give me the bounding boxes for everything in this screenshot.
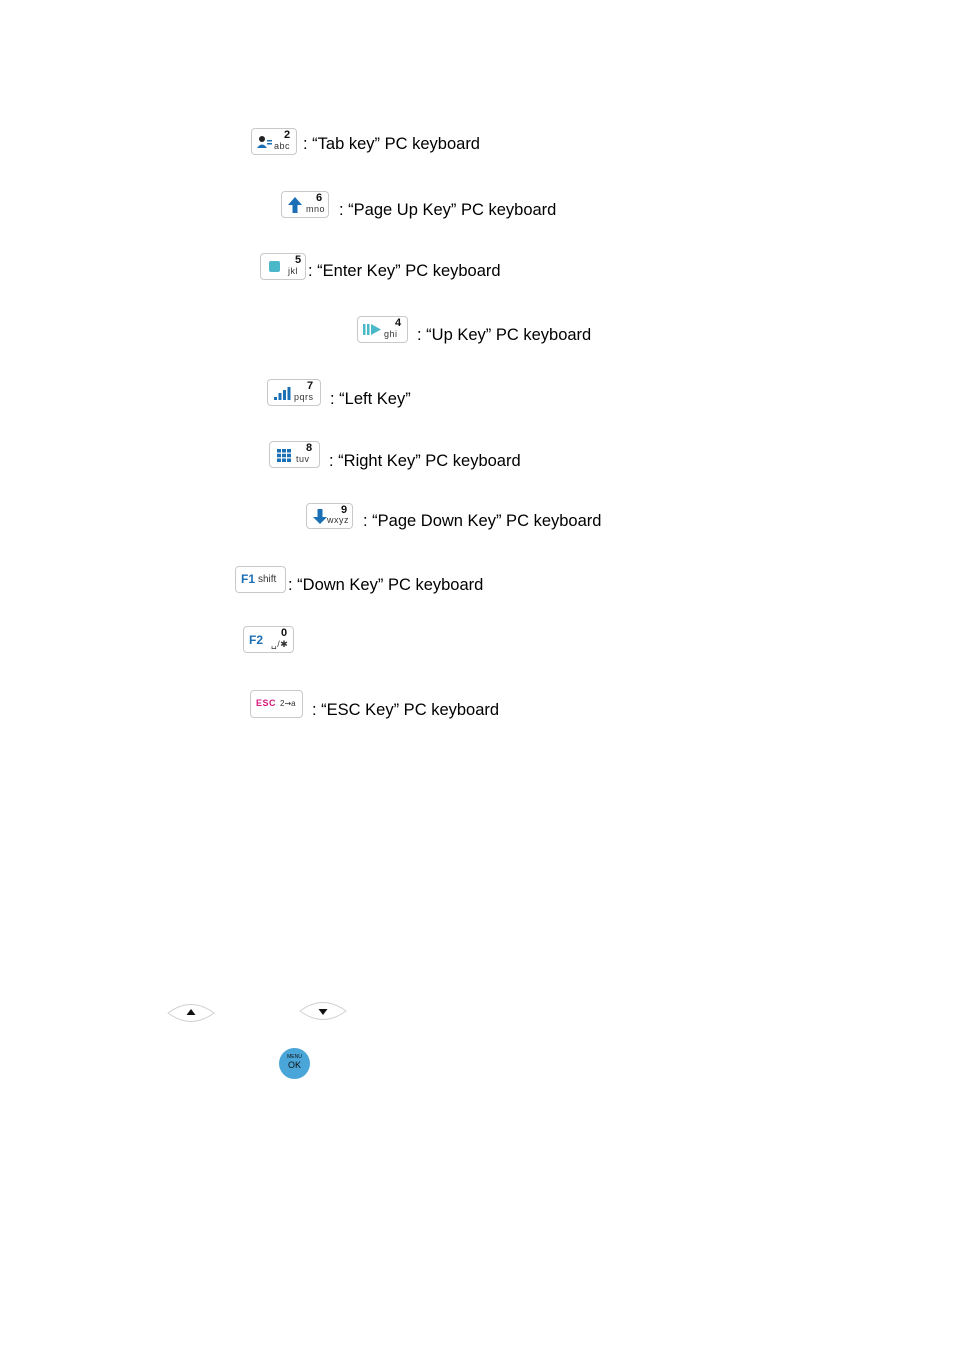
right-key-letters: tuv [296,453,310,464]
enter-key-row [260,251,501,281]
f1-key-row [235,563,483,595]
left-key-number: 7 [307,379,314,392]
page-down-key-letters: wxyz [327,514,349,525]
person-list-icon [257,135,272,149]
square-icon [269,261,280,272]
enter-key-letters: jkl [288,265,298,276]
grid-icon [277,449,291,462]
f1-key-label: F1 [241,571,256,586]
tab-key[interactable] [251,128,297,155]
tab-key-letters: abc [274,141,291,151]
nav-up-key[interactable] [167,1000,215,1024]
play-icon [363,324,381,335]
page-down-key-number: 9 [341,503,348,516]
nav-down-key[interactable] [299,1000,347,1024]
page-up-key[interactable] [281,191,329,218]
enter-key-number: 5 [295,253,302,266]
f2-key-row [243,626,294,653]
f2-key[interactable] [243,626,294,653]
esc-key-label: ESC [256,698,277,708]
page-down-key[interactable] [306,503,353,529]
enter-key-description: : “Enter Key” PC keyboard [308,262,501,280]
right-key-number: 8 [306,441,313,454]
page-down-key-description: : “Page Down Key” PC keyboard [363,512,602,530]
tab-key-number: 2 [284,129,291,141]
ok-label: OK [287,1060,301,1070]
left-key-description: : “Left Key” [330,390,411,408]
page-up-key-letters: mno [306,203,326,214]
up-key-row [357,313,591,345]
left-key[interactable] [267,379,321,406]
esc-key-description: : “ESC Key” PC keyboard [312,701,500,719]
esc-key[interactable] [250,690,303,718]
menu-ok-button[interactable] [279,1048,310,1079]
up-key-letters: ghi [384,328,398,339]
f1-key[interactable] [235,566,286,593]
arrow-down-icon [313,509,327,524]
f2-key-number: 0 [281,627,288,639]
f2-key-label: F2 [249,633,264,647]
menu-label: MENU [287,1054,302,1060]
esc-key-letters: 2⇝a [280,699,296,708]
left-key-row [267,375,411,409]
enter-key[interactable] [260,253,306,280]
tab-key-description: : “Tab key” PC keyboard [303,134,480,153]
arrow-up-icon [288,197,302,213]
page-up-key-description: : “Page Up Key” PC keyboard [339,201,557,219]
page-up-key-row [281,188,556,220]
f1-key-description: : “Down Key” PC keyboard [288,576,484,594]
left-key-letters: pqrs [294,391,314,402]
page-down-key-row [306,500,601,531]
f1-key-shift-label: shift [258,573,277,585]
up-key-description: : “Up Key” PC keyboard [417,326,592,344]
up-key[interactable] [357,316,408,343]
right-key-row [269,437,521,471]
right-key-description: : “Right Key” PC keyboard [329,452,521,470]
right-key[interactable] [269,441,320,468]
esc-key-row [250,688,499,720]
page-up-key-number: 6 [316,191,323,204]
f2-key-symbols: ␣/✱ [271,639,289,649]
tab-key-row [251,128,480,155]
signal-bars-icon [274,387,292,400]
up-key-number: 4 [395,316,402,329]
